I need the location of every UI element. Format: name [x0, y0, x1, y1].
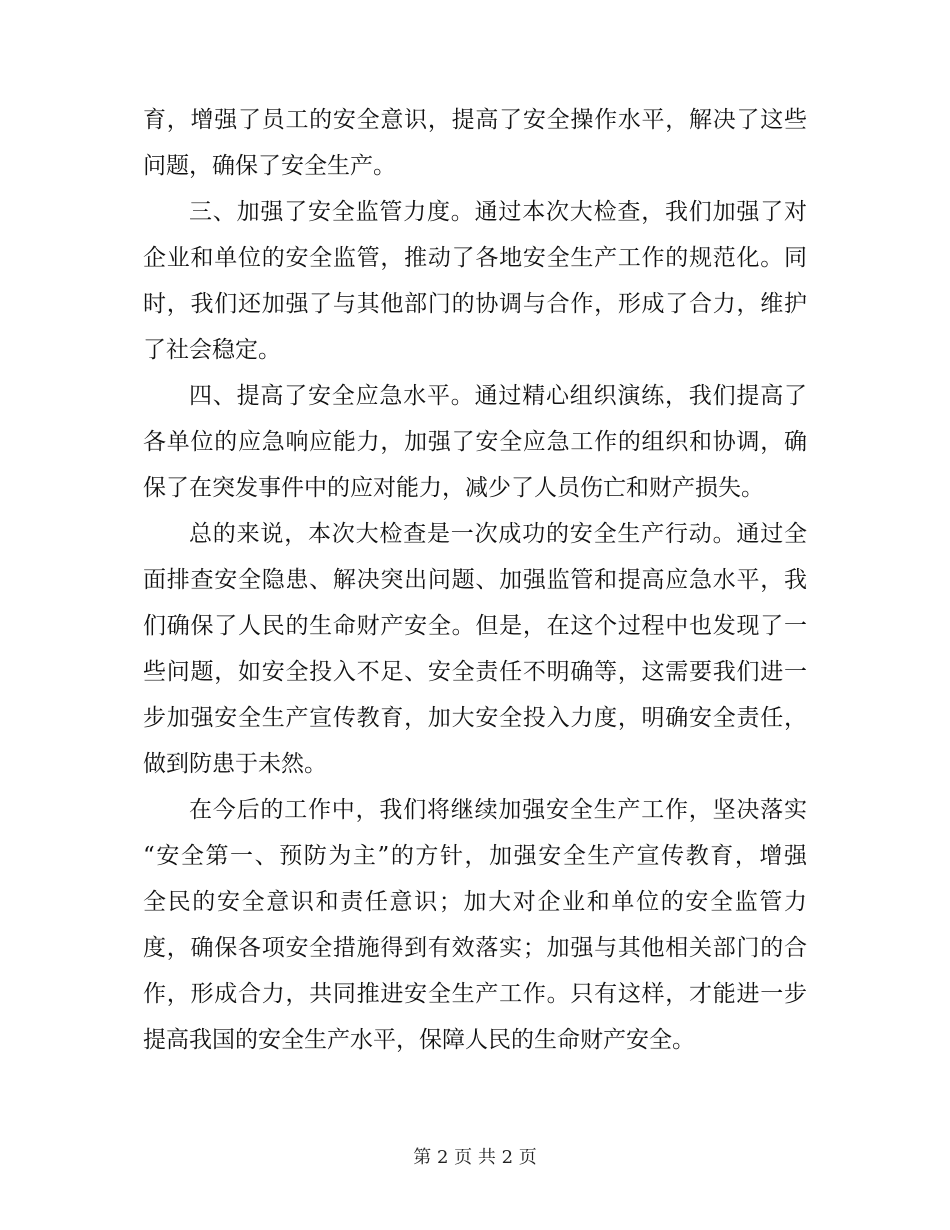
text-line: 提高我国的安全生产水平，保障人民的生命财产安全。	[143, 1027, 695, 1053]
text-line: 各单位的应急响应能力，加强了安全应急工作的组织和协调，确	[143, 429, 807, 455]
text-line: 三、加强了安全监管力度。通过本次大检查，我们加强了对	[189, 199, 807, 225]
paragraph	[143, 189, 807, 373]
text-line: 步加强安全生产宣传教育，加大安全投入力度，明确安全责任，	[143, 705, 807, 731]
text-line: 做到防患于未然。	[143, 751, 327, 777]
paragraph	[143, 511, 807, 787]
page-footer: 第 2 页 共 2 页	[413, 1147, 537, 1168]
text-line: 们确保了人民的生命财产安全。但是，在这个过程中也发现了一	[143, 613, 807, 639]
text-line: 问题，确保了安全生产。	[143, 153, 396, 179]
document-body	[143, 97, 807, 1063]
text-line: 了社会稳定。	[143, 337, 281, 363]
text-line: 四、提高了安全应急水平。通过精心组织演练，我们提高了	[189, 383, 807, 409]
paragraph	[143, 97, 807, 189]
text-line: 总的来说，本次大检查是一次成功的安全生产行动。通过全	[189, 521, 807, 547]
text-line: 时，我们还加强了与其他部门的协调与合作，形成了合力，维护	[143, 291, 807, 317]
text-line: 保了在突发事件中的应对能力，减少了人员伤亡和财产损失。	[143, 475, 764, 501]
text-line: 企业和单位的安全监管，推动了各地安全生产工作的规范化。同	[143, 245, 807, 271]
text-line: 育，增强了员工的安全意识，提高了安全操作水平，解决了这些	[143, 107, 807, 133]
text-line: “安全第一、预防为主”的方针，加强安全生产宣传教育，增强	[143, 843, 807, 869]
text-line: 度，确保各项安全措施得到有效落实；加强与其他相关部门的合	[143, 935, 807, 961]
paragraph	[143, 373, 807, 511]
paragraph	[143, 787, 807, 1063]
text-line: 些问题，如安全投入不足、安全责任不明确等，这需要我们进一	[143, 659, 807, 685]
text-line: 在今后的工作中，我们将继续加强安全生产工作，坚决落实	[189, 797, 807, 823]
text-line: 全民的安全意识和责任意识；加大对企业和单位的安全监管力	[143, 889, 807, 915]
text-line: 作，形成合力，共同推进安全生产工作。只有这样，才能进一步	[143, 981, 807, 1007]
text-line: 面排查安全隐患、解决突出问题、加强监管和提高应急水平，我	[143, 567, 807, 593]
